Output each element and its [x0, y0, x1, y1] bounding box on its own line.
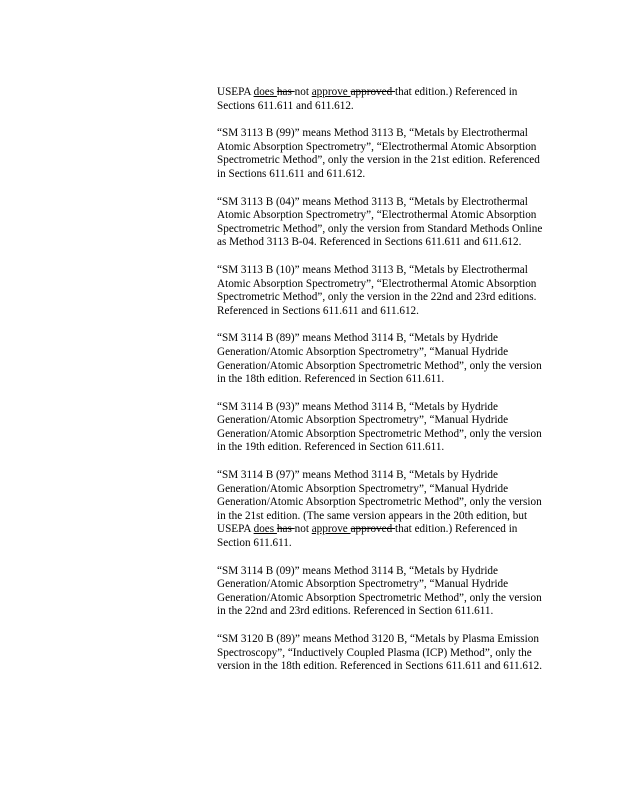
body-text: “SM 3113 B (04)” means Method 3113 B, “Metals by Electrothermal Atomic Absorption Spectrometry”, “Electrothermal Atomic Absorption Spectrometric Method”, only the version from Standard Methods Online as Method 3113 B-04. Referenced in Sections 611.611 and 611.612.: [217, 195, 543, 249]
body-text: “SM 3114 B (93)” means Method 3114 B, “Metals by Hydride Generation/Atomic Absorption Spectrometry”, “Manual Hydride Generation/Atomic Absorption Spectrometric Method”, only the version in the 19th edition. Referenced in Section 611.611.: [217, 400, 542, 454]
inserted-text: does: [253, 523, 277, 536]
document-page: [217, 86, 549, 688]
body-text: “SM 3113 B (99)” means Method 3113 B, “Metals by Electrothermal Atomic Absorption Spectrometry”, “Electrothermal Atomic Absorption Spectrometric Method”, only the version in the 21st edition. Referenced in Sections 611.611 and 611.612.: [217, 127, 540, 180]
inserted-text: does: [253, 86, 277, 98]
inserted-text: approve: [311, 523, 351, 536]
body-text: “SM 3114 B (89)” means Method 3114 B, “Metals by Hydride Generation/Atomic Absorption Spectrometry”, “Manual Hydride Generation/Atomic Absorption Spectrometric Method”, only the version in the 18th edition. Referenced in Section 611.611.: [217, 332, 542, 386]
body-text: not: [294, 523, 312, 536]
definition-paragraph: [217, 401, 549, 455]
definition-paragraph: [217, 332, 549, 386]
definition-paragraph: [217, 127, 549, 181]
deleted-text: approved: [350, 86, 395, 98]
definition-paragraph: [217, 633, 549, 674]
body-text: USEPA: [217, 86, 254, 98]
definition-paragraph: [217, 565, 549, 619]
body-text: not: [294, 86, 312, 98]
body-text: “SM 3113 B (10)” means Method 3113 B, “Metals by Electrothermal Atomic Absorption Spectrometry”, “Electrothermal Atomic Absorption Spectrometric Method”, only the version in the 22nd and 23rd editions. Referenced in Sections 611.611 and 611.612.: [217, 263, 537, 317]
definition-paragraph: [217, 196, 549, 250]
body-text: that edition.) Referenced in Section 611.611.: [217, 523, 518, 550]
body-text: that edition.) Referenced in Sections 611.611 and 611.612.: [217, 86, 518, 112]
deleted-text: approved: [350, 523, 395, 536]
body-text: “SM 3120 B (89)” means Method 3120 B, “Metals by Plasma Emission Spectroscopy”, “Inductively Coupled Plasma (ICP) Method”, only the version in the 18th edition. Referenced in Sections 611.611 and 611.612.: [217, 633, 542, 673]
deleted-text: has: [276, 523, 295, 536]
deleted-text: has: [276, 86, 295, 98]
definition-paragraph: [217, 264, 549, 318]
body-text: “SM 3114 B (97)” means Method 3114 B, “Metals by Hydride Generation/Atomic Absorption Spectrometry”, “Manual Hydride Generation/Atomic Absorption Spectrometric Method”, only the version in the 21st edition. (The same version appears in the 20th edition, but USEPA: [217, 469, 542, 536]
inserted-text: approve: [311, 86, 351, 98]
definition-paragraph: [217, 469, 549, 551]
body-text: “SM 3114 B (09)” means Method 3114 B, “Metals by Hydride Generation/Atomic Absorption Spectrometry”, “Manual Hydride Generation/Atomic Absorption Spectrometric Method”, only the version in the 22nd and 23rd editions. Referenced in Section 611.611.: [217, 564, 542, 618]
definition-paragraph: [217, 86, 549, 113]
